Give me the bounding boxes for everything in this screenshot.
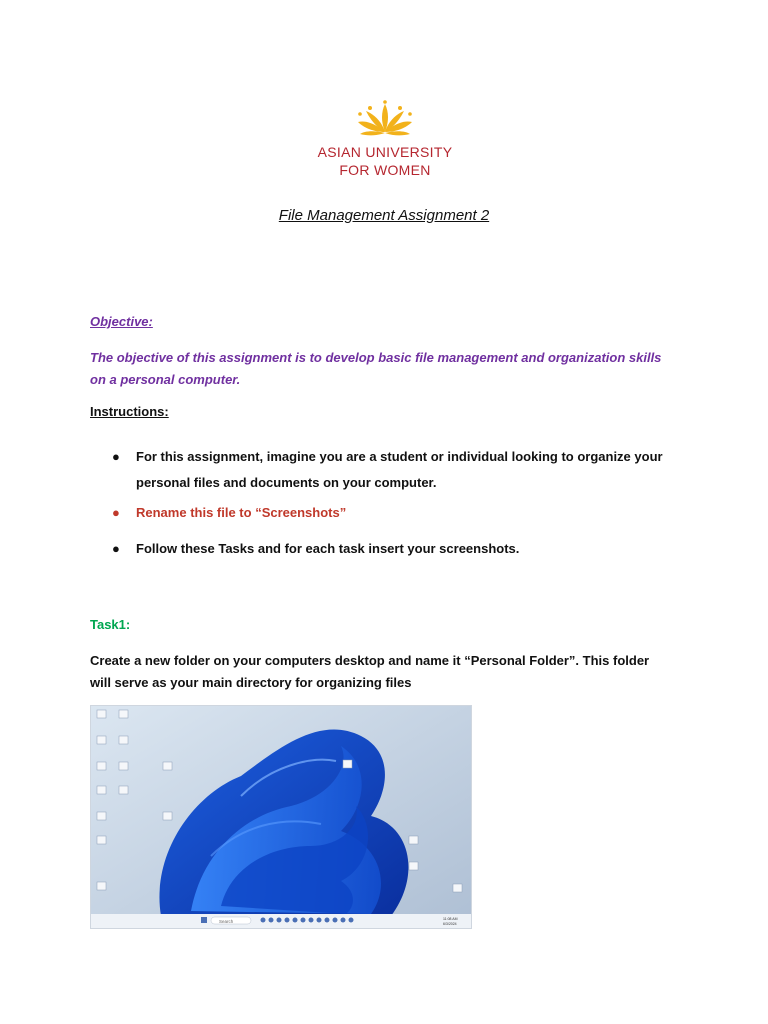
list-item [112,536,672,562]
list-item-text: Follow these Tasks and for each task insert your screenshots. [136,541,520,556]
objective-label: Objective: [90,314,153,329]
desktop-screenshot [90,705,472,929]
bullet-icon: ● [112,449,120,464]
bullet-icon: ● [112,541,120,556]
document-title: File Management Assignment 2 [278,207,490,224]
lotus-emblem-icon [312,100,458,140]
list-item-text: Rename this file to “Screenshots” [136,505,347,520]
task1-label: Task1: [90,617,131,632]
list-item [112,500,672,526]
windows-desktop-wallpaper [91,706,471,928]
taskbar-date: 6/3/2024 [443,922,457,926]
taskbar-search-text: Search [219,919,234,924]
logo-line-2: FOR WOMEN [339,162,431,178]
objective-text: The objective of this assignment is to develop basic file management and organization skills on a personal computer. [90,350,662,387]
list-item-text: For this assignment, imagine you are a student or individual looking to organize your personal files and documents on your computer. [136,449,663,490]
university-logo [312,100,458,184]
instructions-label: Instructions: [90,404,169,419]
task1-text: Create a new folder on your computers desktop and name it “Personal Folder”. This folder will serve as your main directory for organizing files [90,653,650,690]
logo-line-1: ASIAN UNIVERSITY [317,144,453,160]
bullet-icon: ● [112,505,120,520]
list-item [112,444,672,496]
taskbar-time: 11:08 AM [443,917,458,921]
